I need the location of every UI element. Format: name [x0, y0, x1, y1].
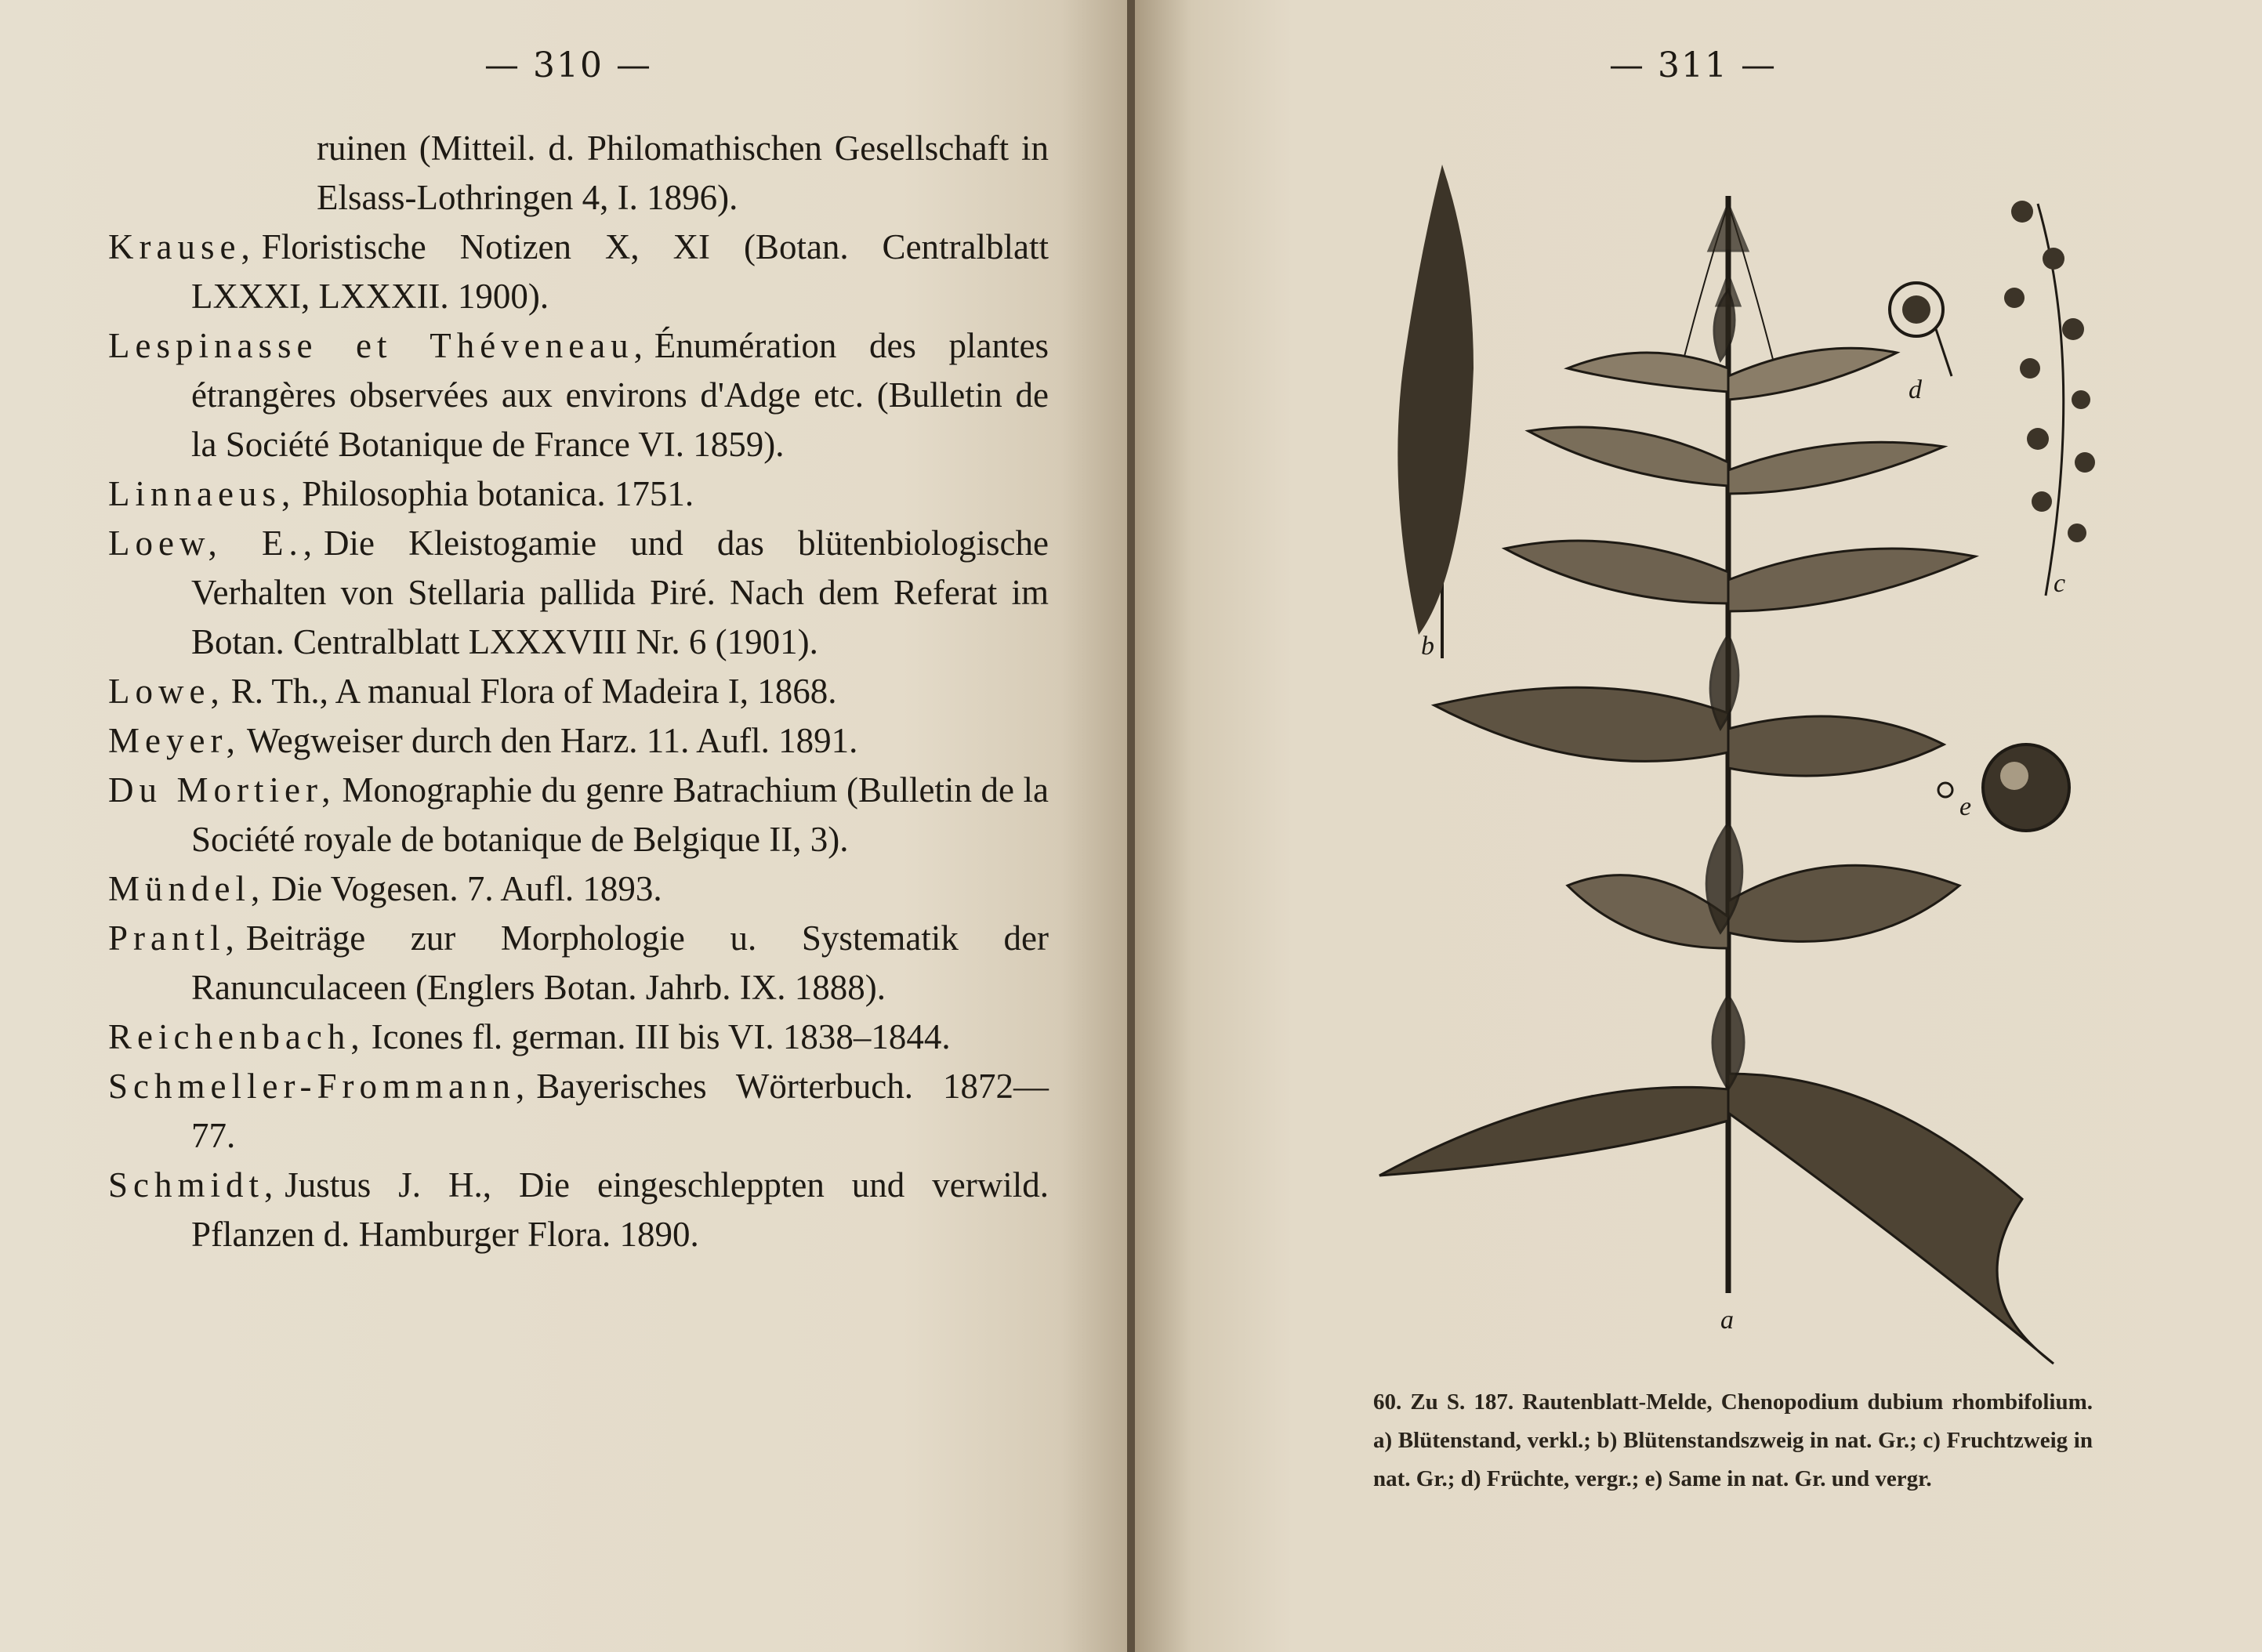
- reference-author: Schmeller-Frommann,: [108, 1067, 531, 1106]
- reference-text: Icones fl. german. III bis VI. 1838–1844.: [371, 1017, 951, 1056]
- reference-entry: [108, 716, 1049, 766]
- fruits-d: [1890, 283, 1952, 376]
- reference-entry: [108, 321, 1049, 469]
- reference-entry: [108, 469, 1049, 519]
- fruit-branch-c: [2004, 201, 2095, 596]
- reference-entry: [108, 1161, 1049, 1259]
- reference-author: Du Mortier,: [108, 770, 336, 810]
- reference-text: Die Vogesen. 7. Aufl. 1893.: [271, 869, 662, 908]
- reference-entry: [108, 124, 1049, 223]
- reference-entry: [108, 667, 1049, 716]
- figure-label-d: d: [1909, 375, 1922, 404]
- reference-text: Monographie du genre Batrachium (Bulletin de la Société royale de botanique de Belgique II, 3).: [191, 770, 1049, 859]
- reference-entry: [108, 519, 1049, 667]
- reference-author: Lespinasse et Théveneau,: [108, 326, 648, 365]
- reference-entry: [108, 1013, 1049, 1062]
- reference-entry: [108, 914, 1049, 1013]
- reference-text: Énumération des plantes étrangères observées aux environs d'Adge etc. (Bulletin de la Société Botanique de France VI. 1859).: [191, 326, 1049, 464]
- reference-text: Floristische Notizen X, XI (Botan. Centralblatt LXXXI, LXXXII. 1900).: [191, 227, 1049, 316]
- reference-author: Mündel,: [108, 869, 266, 908]
- reference-author: Prantl,: [108, 918, 240, 958]
- reference-entry: [108, 766, 1049, 864]
- reference-author: Schmidt,: [108, 1165, 279, 1205]
- reference-author: Krause,: [108, 227, 256, 266]
- reference-author: Loew, E.,: [108, 523, 317, 563]
- main-plant-a: [1379, 196, 2054, 1364]
- reference-text: ruinen (Mitteil. d. Philomathischen Gesellschaft in Elsass-Lothringen 4, I. 1896).: [317, 129, 1049, 217]
- figure-label-c: c: [2054, 569, 2066, 598]
- reference-list: [108, 124, 1049, 1259]
- seed-e: [1938, 744, 2069, 831]
- reference-author: Reichenbach,: [108, 1017, 365, 1056]
- reference-entry: [108, 223, 1049, 321]
- reference-text: Die Kleistogamie und das blütenbiologische Verhalten von Stellaria pallida Piré. Nach dem Referat im Botan. Centralblatt LXXXVIII Nr. 6 (1901).: [191, 523, 1049, 661]
- figure-label-b: b: [1421, 632, 1434, 661]
- reference-author: Linnaeus,: [108, 474, 296, 513]
- reference-text: R. Th., A manual Flora of Madeira I, 1868.: [230, 672, 837, 711]
- reference-entry: [108, 1062, 1049, 1161]
- reference-text: Wegweiser durch den Harz. 11. Aufl. 1891.: [246, 721, 858, 760]
- left-page: [0, 0, 1129, 1652]
- reference-author: Meyer,: [108, 721, 241, 760]
- reference-text: Philosophia botanica. 1751.: [302, 474, 694, 513]
- reference-text: Bayerisches Wörterbuch. 1872—77.: [191, 1067, 1049, 1155]
- inflorescence-b: [1397, 165, 1474, 658]
- figure-label-e: e: [1959, 792, 1972, 821]
- reference-author: Lowe,: [108, 672, 225, 711]
- reference-text: Justus J. H., Die eingeschleppten und verwild. Pflanzen d. Hamburger Flora. 1890.: [191, 1165, 1049, 1254]
- page-number-right: — 311 —: [1609, 45, 1777, 85]
- page-number-left: — 310 —: [484, 45, 652, 85]
- reference-text: Beiträge zur Morphologie u. Systematik der Ranunculaceen (Englers Botan. Jahrb. IX. 1888).: [191, 918, 1049, 1007]
- reference-entry: [108, 864, 1049, 914]
- figure-caption: 60. Zu S. 187. Rautenblatt-Melde, Chenopodium dubium rhombifolium. a) Blütenstand, verkl.; b) Blütenstandszweig in nat. Gr.; c) Fruchtzweig in nat. Gr.; d) Früchte, vergr.; e) Same in nat. Gr. und vergr.: [1373, 1389, 2093, 1491]
- figure-label-a: a: [1720, 1306, 1734, 1335]
- botanical-illustration: [1332, 133, 2116, 1387]
